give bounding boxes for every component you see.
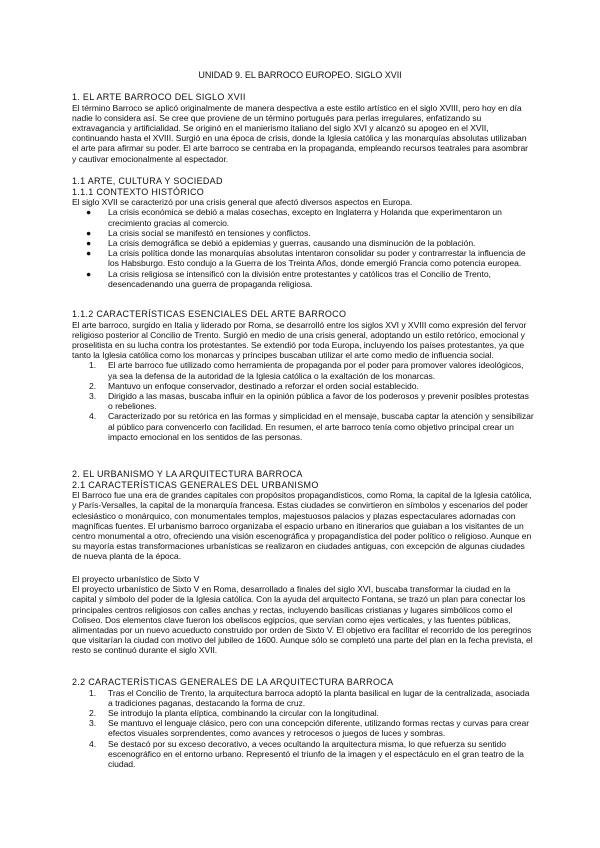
list-item bbox=[72, 248, 534, 268]
section-1-1-1-intro: El siglo XVII se caracterizó por una crisis general que afectó diversos aspectos en Europa. bbox=[72, 197, 413, 208]
list-item-text: La crisis económica se debió a malas cosechas, excepto en Inglaterra y Holanda que experimentaron un crecimiento gracias al comercio. bbox=[108, 207, 502, 228]
list-item-text: El arte barroco fue utilizado como herramienta de propaganda por el poder para promover valores ideológicos, ya sea la defensa de la autoridad de la Iglesia católica o la exaltación de los monarcas. bbox=[108, 360, 524, 381]
section-2-2 bbox=[72, 677, 534, 769]
list-item bbox=[72, 228, 534, 238]
list-item-text: Dirigido a las masas, buscaba influir en la opinión pública a favor de los poderosos y prevenir posibles protestas o rebeliones. bbox=[108, 391, 529, 412]
crisis-bullet-list bbox=[72, 207, 534, 289]
bullet-marker: ● bbox=[86, 238, 92, 248]
list-item bbox=[72, 381, 534, 391]
section-1-1-heading: 1.1 ARTE, CULTURA Y SOCIEDAD bbox=[72, 176, 223, 186]
list-item-text: Caracterizado por su retórica en las formas y simplicidad en el mensaje, buscaba captar la atención y sensibilizar al público para convencerlo con facilidad. En resumen, el arte barroco tenía como objetivo principal crear un impacto emocional en los sentidos de las personas. bbox=[108, 411, 534, 442]
section-2-2-heading: 2.2 CARACTERÍSTICAS GENERALES DE LA ARQUITECTURA BARROCA bbox=[72, 677, 394, 687]
list-item bbox=[72, 238, 534, 248]
list-item bbox=[72, 391, 534, 411]
section-1-1-2-heading: 1.1.2 CARACTERÍSTICAS ESENCIALES DEL ARTE BARROCO bbox=[72, 309, 347, 319]
list-number: 2. bbox=[89, 708, 97, 718]
section-1-1-2-paragraph: El arte barroco, surgido en Italia y liderado por Roma, se desarrolló entre los siglos XVI y XVIII como expresión del fervor religioso posterior al Concilio de Trento. Surgió en medio de una crisis general, adoptando un estilo retórico, emocional y proselitista en su lucha contra los protestantes. Se extendió por toda Europa, incluyendo los países protestantes, ya que tanto la Iglesia católica como los monarcas y príncipes buscaban utilizar el arte como medio de influencia social. bbox=[72, 319, 527, 361]
list-number: 4. bbox=[89, 738, 97, 749]
section-1-1-1-heading: 1.1.1 CONTEXTO HISTÓRICO bbox=[72, 186, 205, 197]
section-1 bbox=[72, 92, 534, 164]
list-item bbox=[72, 718, 534, 738]
list-item-text: Se introdujo la planta elíptica, combinando la circular con la longitudinal. bbox=[108, 708, 379, 718]
section-1-heading: 1. EL ARTE BARROCO DEL SIGLO XVII bbox=[72, 92, 246, 102]
section-1-1 bbox=[72, 176, 534, 289]
bullet-marker: ● bbox=[86, 268, 92, 279]
features-numbered-list bbox=[72, 360, 534, 442]
list-item-text: Tras el Concilio de Trento, la arquitectura barroca adoptó la planta basilical en lugar de la centralizada, asociada a tradiciones paganas, destacando la forma de cruz. bbox=[108, 687, 530, 708]
list-item bbox=[72, 269, 534, 289]
section-2 bbox=[72, 469, 534, 562]
list-item bbox=[72, 207, 534, 227]
list-number: 3. bbox=[89, 718, 97, 729]
bullet-marker: ● bbox=[86, 248, 92, 259]
section-2-1-heading: 2.1 CARACTERÍSTICAS GENERALES DEL URBANISMO bbox=[72, 479, 319, 490]
list-number: 2. bbox=[89, 380, 97, 391]
list-item-text: Se destacó por su exceso decorativo, a veces ocultando la arquitectura misma, lo que refuerza su sentido escenográfico en el entorno urbano. Representó el triunfo de la imagen y el espectáculo en el gran teatro de la ciudad. bbox=[108, 738, 524, 770]
list-item bbox=[72, 708, 534, 718]
list-item bbox=[72, 739, 534, 770]
section-2-1-paragraph: El Barroco fue una era de grandes capitales con propósitos propagandísticos, como Roma, la capital de la Iglesia católica, y París-Versalles, la capital de la monarquía francesa. Estas ciudades se convirtieron en símbolos y escenarios del poder eclesiástico o monárquico, con monumentales templos, majestuosos palacios y plazas espectaculares adornadas con magníficas fuentes. El urbanismo barroco organizaba el espacio urbano en itinerarios que guiaban a los visitantes de un centro monumental a otro, ofreciendo una visión escenográfica y propagandística del poder político o religioso. Aunque en su mayoría estas transformaciones urbanísticas se realizaron en ciudades antiguas, con excepción de algunas ciudades de nueva planta de la época. bbox=[72, 490, 532, 562]
list-item-text: La crisis social se manifestó en tensiones y conflictos. bbox=[108, 227, 311, 238]
list-number: 3. bbox=[89, 391, 97, 402]
section-2-heading: 2. EL URBANISMO Y LA ARQUITECTURA BARROCA bbox=[72, 469, 303, 479]
list-item-text: La crisis demográfica se debió a epidemias y guerras, causando una disminución de la población. bbox=[108, 238, 476, 248]
list-item bbox=[72, 411, 534, 442]
section-1-1-2 bbox=[72, 309, 534, 442]
sixto-v-heading: El proyecto urbanístico de Sixto V bbox=[72, 574, 200, 584]
list-number: 1. bbox=[89, 360, 97, 371]
sixto-v-paragraph: El proyecto urbanístico de Sixto V en Roma, desarrollado a finales del siglo XVI, buscaba transformar la ciudad en la capital y símbolo del poder de la Iglesia católica. Con la ayuda del arquitecto Fontana, se trazó un plan para conectar los principales centros religiosos con calles anchas y rectas, incluyendo basílicas cristianas y lugares simbólicos como el Coliseo. Dos elementos clave fueron los obeliscos egipcios, que servían como ejes verticales, y las fuentes públicas, alimentadas por un nuevo acueducto construido por orden de Sixto V. El objetivo era facilitar el recorrido de los peregrinos que visitarían la ciudad con motivo del jubileo de 1600. Aunque sólo se completó una parte del plan en la fecha prevista, el resto se continuó durante el siglo XVII. bbox=[72, 584, 533, 656]
list-item-text: La crisis religiosa se intensificó con la división entre protestantes y católicos tras el Concilio de Trento, desencadenando una guerra de propaganda religiosa. bbox=[108, 268, 491, 289]
list-item-text: Se mantuvo el lenguaje clásico, pero con una concepción diferente, utilizando formas rectas y curvas para crear efectos visuales sorprendentes, como avances y retrocesos o juegos de luces y sombras. bbox=[108, 718, 530, 739]
list-item-text: La crisis política donde las monarquías absolutas intentaron consolidar su poder y contrarrestar la influencia de los Habsburgo. Esto condujo a la Guerra de los Treinta Años, donde emergió Francia como potencia europea. bbox=[108, 248, 526, 269]
list-item bbox=[72, 688, 534, 708]
section-sixto-v bbox=[72, 574, 534, 656]
list-item bbox=[72, 360, 534, 380]
list-number: 4. bbox=[89, 411, 97, 422]
list-item-text: Mantuvo un enfoque conservador, destinado a reforzar el orden social establecido. bbox=[108, 380, 419, 391]
architecture-numbered-list bbox=[72, 688, 534, 770]
list-number: 1. bbox=[89, 687, 97, 698]
page-title: UNIDAD 9. EL BARROCO EUROPEO. SIGLO XVII bbox=[198, 70, 402, 80]
bullet-marker: ● bbox=[86, 207, 92, 218]
section-1-paragraph: El término Barroco se aplicó originalmente de manera despectiva a este estilo artístico en el siglo XVIII, pero hoy en día nadie lo considera así. Se cree que proviene de un término portugués para perlas irregulares, enfatizando su extravagancia y artificialidad. Se originó en el manierismo italiano del siglo XVI y alcanzó su apogeo en el XVII, continuando hasta el XVIII. Surgió en una época de crisis, donde la Iglesia católica y las monarquías absolutas utilizaban el arte para afirmar su poder. El arte barroco se centraba en la propaganda, empleando recursos teatrales para asombrar y cautivar emocionalmente al espectador. bbox=[72, 102, 528, 164]
bullet-marker: ● bbox=[86, 227, 92, 238]
